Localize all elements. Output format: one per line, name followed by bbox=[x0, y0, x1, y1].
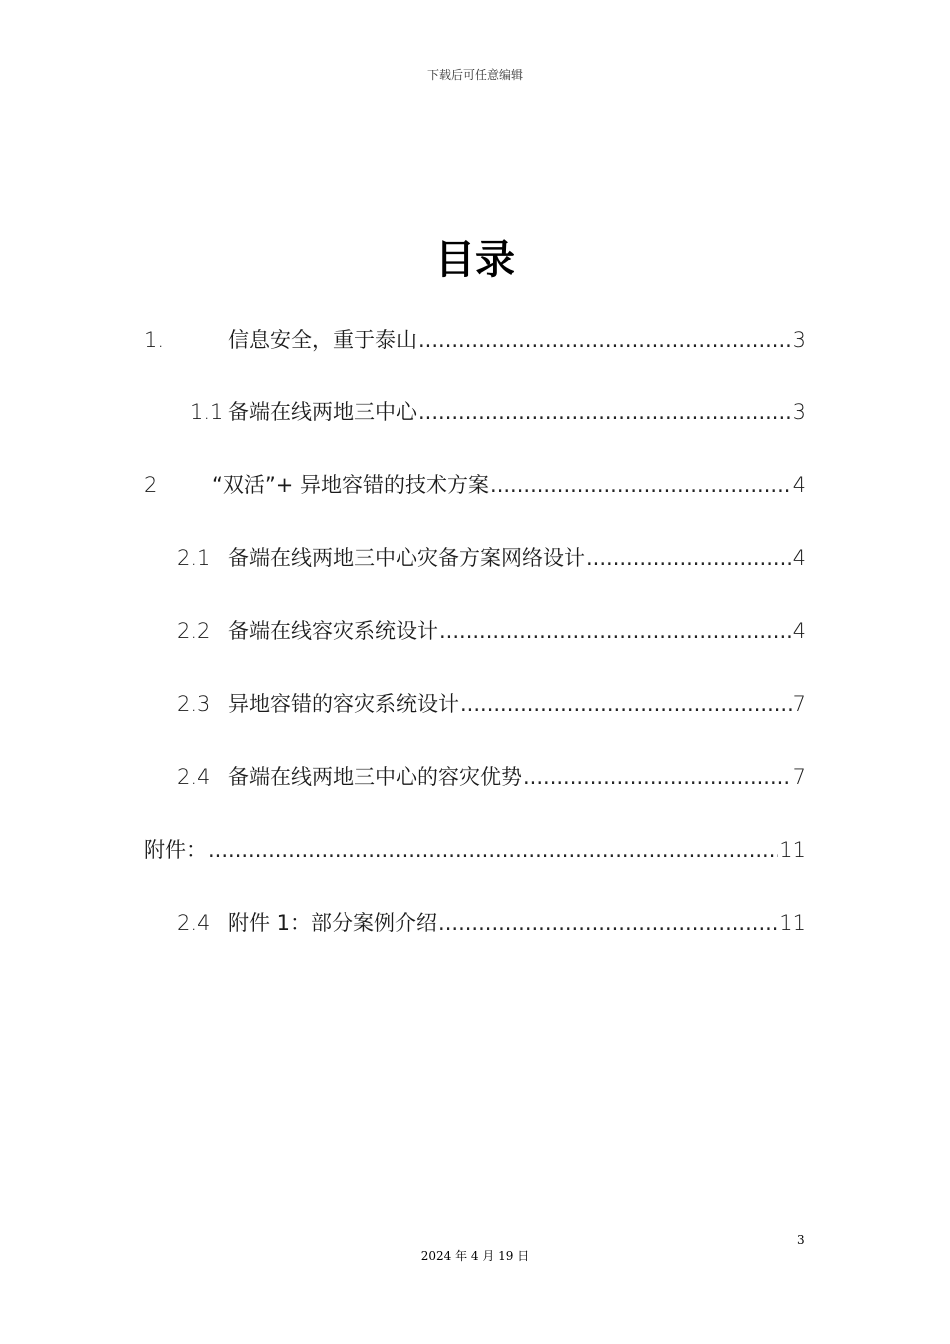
toc-entry-2-3[interactable] bbox=[0, 684, 950, 724]
toc-entry-2-1[interactable] bbox=[0, 538, 950, 578]
toc-entry-text: “双活”+ 异地容错的技术方案 bbox=[212, 473, 490, 497]
toc-entry-number: 2.4 bbox=[177, 765, 211, 789]
toc-entry-page: 4 bbox=[792, 546, 806, 570]
toc-entry-text: 信息安全，重于泰山 bbox=[228, 328, 417, 352]
page-number: 3 bbox=[797, 1233, 805, 1247]
toc-entry-text: 附件： bbox=[144, 838, 207, 862]
toc-entry-number: 2 bbox=[144, 473, 158, 497]
toc-entry-page: 11 bbox=[779, 911, 806, 935]
toc-entry-appendix-1[interactable] bbox=[0, 903, 950, 943]
toc-leader-dots bbox=[586, 538, 792, 578]
toc-entry-text: 附件 1：部分案例介绍 bbox=[228, 911, 438, 935]
toc-leader-dots bbox=[418, 392, 792, 432]
toc-entry-2[interactable] bbox=[0, 465, 950, 505]
toc-leader-dots bbox=[439, 611, 792, 651]
toc-entry-1[interactable] bbox=[0, 320, 950, 360]
toc-entry-number: 2.2 bbox=[177, 619, 211, 643]
toc-entry-text: 备端在线两地三中心灾备方案网络设计 bbox=[228, 546, 585, 570]
header-note: 下载后可任意编辑 bbox=[426, 68, 523, 82]
toc-leader-dots bbox=[490, 465, 792, 505]
toc-leader-dots bbox=[460, 684, 792, 724]
toc-entry-1-1[interactable] bbox=[0, 392, 950, 432]
toc-entry-page: 3 bbox=[792, 400, 806, 424]
toc-entry-2-2[interactable] bbox=[0, 611, 950, 651]
toc-leader-dots bbox=[523, 757, 792, 797]
toc-entry-number: 2.3 bbox=[177, 692, 211, 716]
toc-entry-2-4[interactable] bbox=[0, 757, 950, 797]
toc-entry-text: 异地容错的容灾系统设计 bbox=[228, 692, 459, 716]
toc-entry-page: 11 bbox=[779, 838, 806, 862]
toc-leader-dots bbox=[418, 320, 792, 360]
toc-entry-page: 7 bbox=[792, 765, 806, 789]
toc-leader-dots bbox=[438, 903, 778, 943]
toc-entry-text: 备端在线两地三中心 bbox=[228, 400, 417, 424]
toc-leader-dots bbox=[208, 830, 778, 870]
toc-entry-text: 备端在线两地三中心的容灾优势 bbox=[228, 765, 522, 789]
toc-entry-page: 3 bbox=[792, 328, 806, 352]
toc-entry-number: 2.1 bbox=[177, 546, 211, 570]
toc-entry-page: 4 bbox=[792, 473, 806, 497]
toc-entry-page: 7 bbox=[792, 692, 806, 716]
toc-entry-number: 1.1 bbox=[190, 400, 224, 424]
toc-entry-text: 备端在线容灾系统设计 bbox=[228, 619, 438, 643]
toc-entry-number: 1. bbox=[144, 328, 165, 352]
toc-entry-page: 4 bbox=[792, 619, 806, 643]
toc-entry-appendix[interactable] bbox=[0, 830, 950, 870]
toc-entry-number: 2.4 bbox=[177, 911, 211, 935]
footer-date: 2024 年 4 月 19 日 bbox=[420, 1249, 530, 1263]
toc-title: 目录 bbox=[435, 237, 515, 283]
